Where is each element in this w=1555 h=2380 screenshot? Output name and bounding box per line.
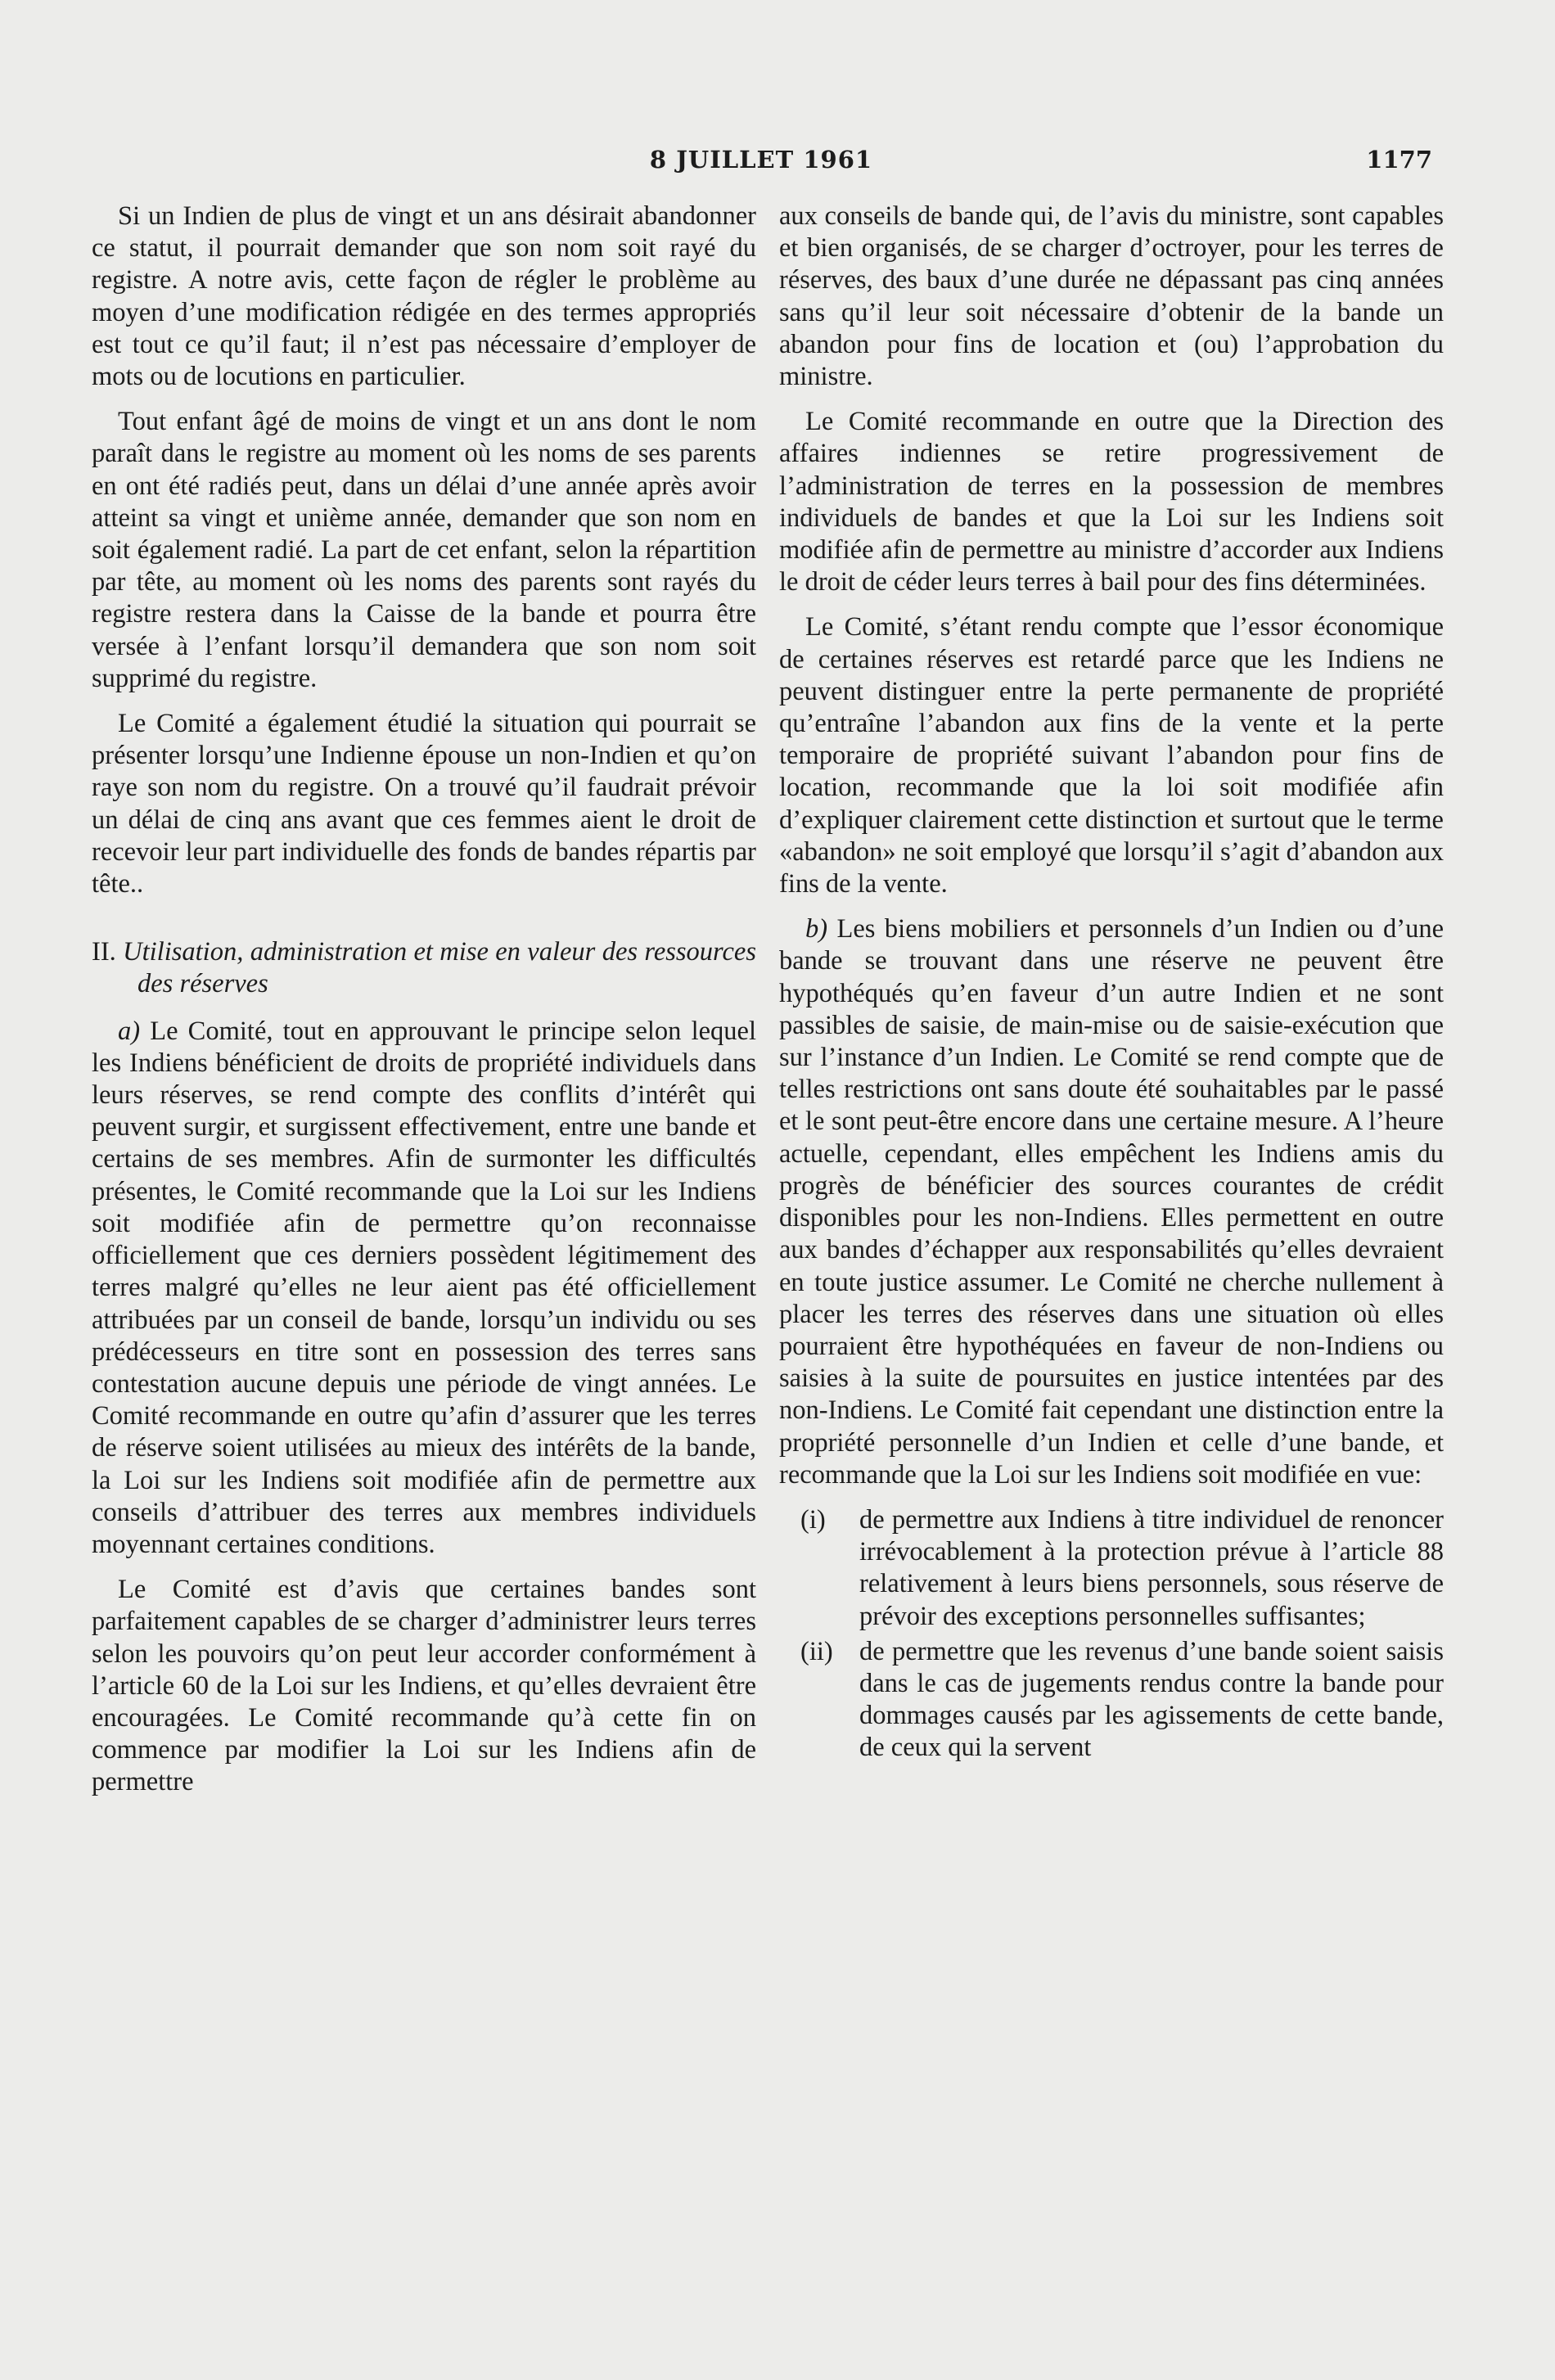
list-item-number: (i) <box>800 1504 826 1535</box>
paragraph: Tout enfant âgé de moins de vingt et un ans dont le nom paraît dans le registre au moment où les noms de ses parents en ont été radiés peut, dans un délai d’une année après avoir atteint sa vingt et unième année, demander que son nom en soit également radié. La part de cet enfant, selon la répartition par tête, au moment où les noms des parents sont rayés du registre restera dans la Caisse de la bande et pourra être versée à l’enfant lorsqu’il demandera que son nom soit supprimé du registre. <box>92 407 756 693</box>
paragraph <box>779 913 1444 1491</box>
paragraph <box>92 1016 756 1561</box>
section-heading <box>92 936 756 1000</box>
list-item <box>779 1504 1444 1633</box>
right-column <box>779 201 1444 1768</box>
header-date: 8 JUILLET 1961 <box>649 146 873 174</box>
left-column <box>92 201 756 1812</box>
list-item-text: de permettre que les revenus d’une bande soient saisis dans le cas de jugements rendus contre la bande pour dommages causés par les agissements de cette bande, de ceux qui la servent <box>859 1636 1444 1763</box>
paragraph: Si un Indien de plus de vingt et un ans désirait abandonner ce statut, il pourrait demander que son nom soit rayé du registre. A notre avis, cette façon de régler le problème au moyen d’une modification rédigée en des termes appropriés est tout ce qu’il faut; il n’est pas nécessaire d’employer de mots ou de locutions en particulier. <box>92 201 756 392</box>
section-number: II. <box>92 937 116 967</box>
section-title: Utilisation, administration et mise en valeur des ressources des réserves <box>123 937 756 999</box>
list-item-number: (ii) <box>800 1636 833 1666</box>
page-number: 1177 <box>1366 146 1432 174</box>
paragraph-text: Les biens mobiliers et personnels d’un Indien ou d’une bande se trouvant dans une réserve ne peuvent être hypothéqués qu’en faveur d’un autre Indien et ne sont passibles de saisie, de main-mise ou de saisie-exécution que sur l’instance d’un Indien. Le Comité se rend compte que de telles restrictions ont sans doute été souhaitables par le passé et le sont peut-être encore dans une certaine mesure. A l’heure actuelle, cependant, elles empêchent les Indiens amis du progrès de bénéficier des sources courantes de crédit disponibles pour les non-Indiens. Elles permettent en outre aux bandes d’échapper aux responsabilités qu’elles devraient en toute justice assumer. Le Comité ne cherche nullement à placer les terres des réserves dans une situation où elles pourraient être hypothéquées en faveur de non-Indiens ou saisies à la suite de poursuites en justice intentées par des non-Indiens. Le Comité fait cependant une distinction entre la propriété personnelle d’un Indien et celle d’une bande, et recommande que la Loi sur les Indiens soit modifiée en vue: <box>779 914 1444 1490</box>
paragraph-marker: b) <box>805 914 828 944</box>
paragraph: Le Comité recommande en outre que la Direction des affaires indiennes se retire progressivement de l’administration de terres en la possession de membres individuels de bandes et que la Loi sur les Indiens soit modifiée afin de permettre au ministre d’accorder aux Indiens le droit de céder leurs terres à bail pour des fins déterminées. <box>779 407 1444 597</box>
paragraph: Le Comité, s’étant rendu compte que l’essor économique de certaines réserves est retardé parce que les Indiens ne peuvent distinguer entre la perte permanente de propriété qu’entraîne l’abandon aux fins de la vente et la perte temporaire de propriété suivant l’abandon pour fins de location, recommande que la loi soit modifiée afin d’expliquer clairement cette distinction et surtout que le terme «abandon» ne soit employé que lorsqu’il s’agit d’abandon aux fins de la vente. <box>779 612 1444 899</box>
paragraph: aux conseils de bande qui, de l’avis du ministre, sont capables et bien organisés, de se charger d’octroyer, pour les terres de réserves, des baux d’une durée ne dépassant pas cinq années sans qu’il leur soit nécessaire d’obtenir de la bande un abandon pour fins de location et (ou) l’approbation du ministre. <box>779 201 1444 392</box>
paragraph-text: Le Comité, tout en approuvant le principe selon lequel les Indiens bénéficient de droits de propriété individuels dans leurs réserves, se rend compte des conflits d’intérêt qui peuvent surgir, et surgissent effectivement, entre une bande et certains de ses membres. Afin de surmonter les difficultés présentes, le Comité recommande que la Loi sur les Indiens soit modifiée afin de permettre qu’on reconnaisse officiellement que ces derniers possèdent légitimement des terres malgré qu’elles ne leur aient pas été officiellement attribuées par un conseil de bande, lorsqu’un individu ou ses prédécesseurs en titre sont en possession des terres sans contestation aucune depuis une période de vingt années. Le Comité recommande en outre qu’afin d’assurer que les terres de réserve soient utilisées au mieux des intérêts de la bande, la Loi sur les Indiens soit modifiée afin de permettre aux conseils d’attribuer des terres aux membres individuels moyennant certaines conditions. <box>92 1016 757 1559</box>
list-item <box>779 1636 1444 1765</box>
page-header <box>90 146 1432 187</box>
paragraph: Le Comité est d’avis que certaines bandes sont parfaitement capables de se charger d’administrer leurs terres selon les pouvoirs qu’on peut leur accorder conformément à l’article 60 de la Loi sur les Indiens, et qu’elles devraient être encouragées. Le Comité recommande qu’à cette fin on commence par modifier la Loi sur les Indiens afin de permettre <box>92 1575 756 1797</box>
paragraph: Le Comité a également étudié la situation qui pourrait se présenter lorsqu’une Indienne épouse un non-Indien et qu’on raye son nom du registre. On a trouvé qu’il faudrait prévoir un délai de cinq ans avant que ces femmes aient le droit de recevoir leur part individuelle des fonds de bandes répartis par tête.. <box>92 709 756 899</box>
paragraph-marker: a) <box>118 1016 141 1046</box>
list-item-text: de permettre aux Indiens à titre individuel de renoncer irrévocablement à la protection prévue à l’article 88 relativement à leurs biens personnels, sous réserve de prévoir des exceptions personnelles suffisantes; <box>859 1504 1444 1631</box>
